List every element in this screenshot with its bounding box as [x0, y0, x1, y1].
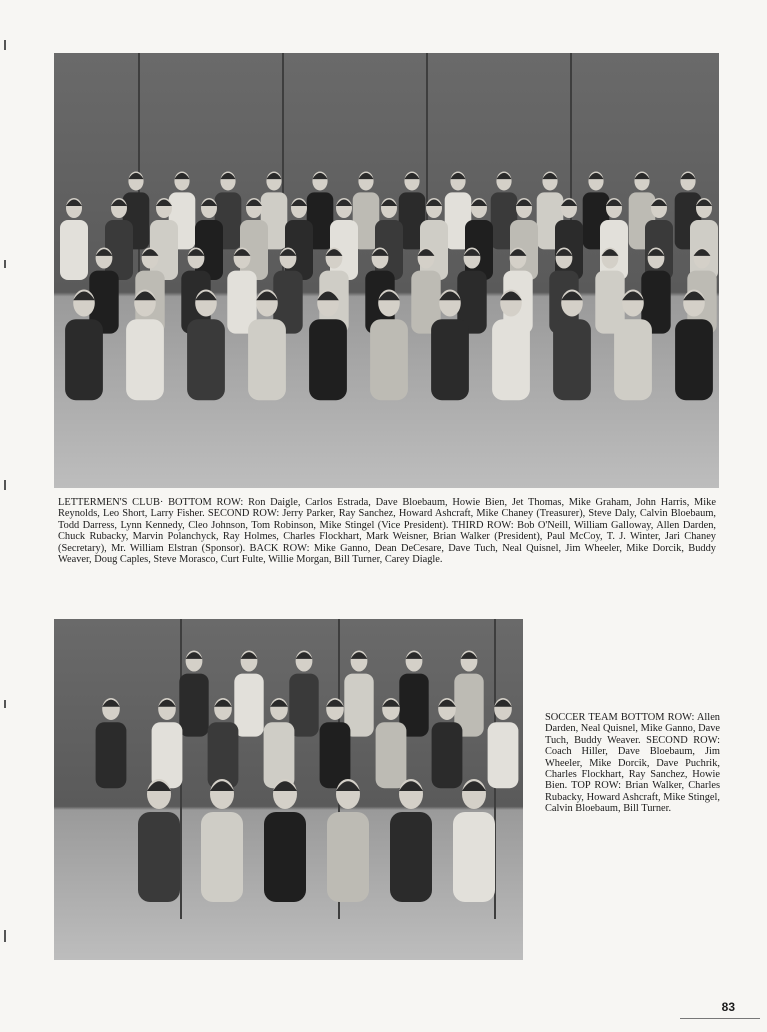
soccer-team-caption: SOCCER TEAM BOTTOM ROW: Allen Darden, Neal Quisnel, Mike Ganno, Dave Tuch, Buddy Weaver. SECOND ROW: Coach Hiller, Dave Bloebaum, Jim Wheeler, Mike Dorcik, Dave Puchrik, Charles Flockhart, Ray Sanchez, Howie Bien. TOP ROW: Brian Walker, Charles Rubacky, Howard Ashcraft, Mike Stingel, Calvin Bloebaum, Bill Turner.: [545, 712, 720, 815]
person-figure: [327, 779, 369, 902]
soccer-team-photo: [54, 619, 523, 960]
person-figure: [138, 779, 180, 902]
person-figure: [179, 651, 208, 737]
person-figure: [344, 651, 373, 737]
group-members: [54, 619, 523, 960]
person-figure: [234, 651, 263, 737]
page-edge-mark: [4, 260, 6, 268]
page-edge-mark: [4, 930, 6, 942]
person-figure: [454, 651, 483, 737]
person-figure: [208, 698, 239, 788]
page-number: 83: [721, 1000, 735, 1014]
person-figure: [201, 779, 243, 902]
page-bottom-rule: [680, 1018, 760, 1019]
group-members: [54, 53, 719, 488]
page-edge-mark: [4, 40, 6, 50]
person-figure: [152, 698, 183, 788]
page-edge-mark: [4, 700, 6, 708]
person-figure: [453, 779, 495, 902]
lettermen-club-caption: LETTERMEN'S CLUB· BOTTOM ROW: Ron Daigle, Carlos Estrada, Dave Bloebaum, Howie Bien, Jet Thomas, Mike Graham, John Harris, Mike Reynolds, Leo Short, Larry Fisher. SECOND ROW: Jerry Parker, Ray Sanchez, Howard Ashcraft, Mike Chaney (Treasurer), Steve Daly, Calvin Bloebaum, Todd Darress, Lynn Kennedy, Cleo Johnson, Tom Robinson, Mike Stingel (Vice President). THIRD ROW: Bob O'Neill, William Galloway, Allen Darden, Chuck Rubacky, Marvin Polanchyck, Ray Holmes, Charles Flockhart, Mark Weisner, Brian Walker (President), Paul McCoy, T. J. Winter, Jari Chaney (Secretary), Mr. William Elstran (Sponsor). BACK ROW: Mike Ganno, Dean DeCesare, Dave Tuch, Neal Quisnel, Jim Wheeler, Mike Dorcik, Buddy Weaver, Doug Caples, Steve Morasco, Curt Fulte, Willie Morgan, Bill Turner, Carey Diagle.: [58, 497, 716, 566]
person-figure: [488, 698, 519, 788]
person-figure: [264, 779, 306, 902]
person-figure: [96, 698, 127, 788]
person-figure: [390, 779, 432, 902]
page-edge-mark: [4, 480, 6, 490]
person-figure: [289, 651, 318, 737]
person-figure: [60, 198, 88, 280]
person-figure: [399, 651, 428, 737]
lettermen-club-photo: [54, 53, 719, 488]
